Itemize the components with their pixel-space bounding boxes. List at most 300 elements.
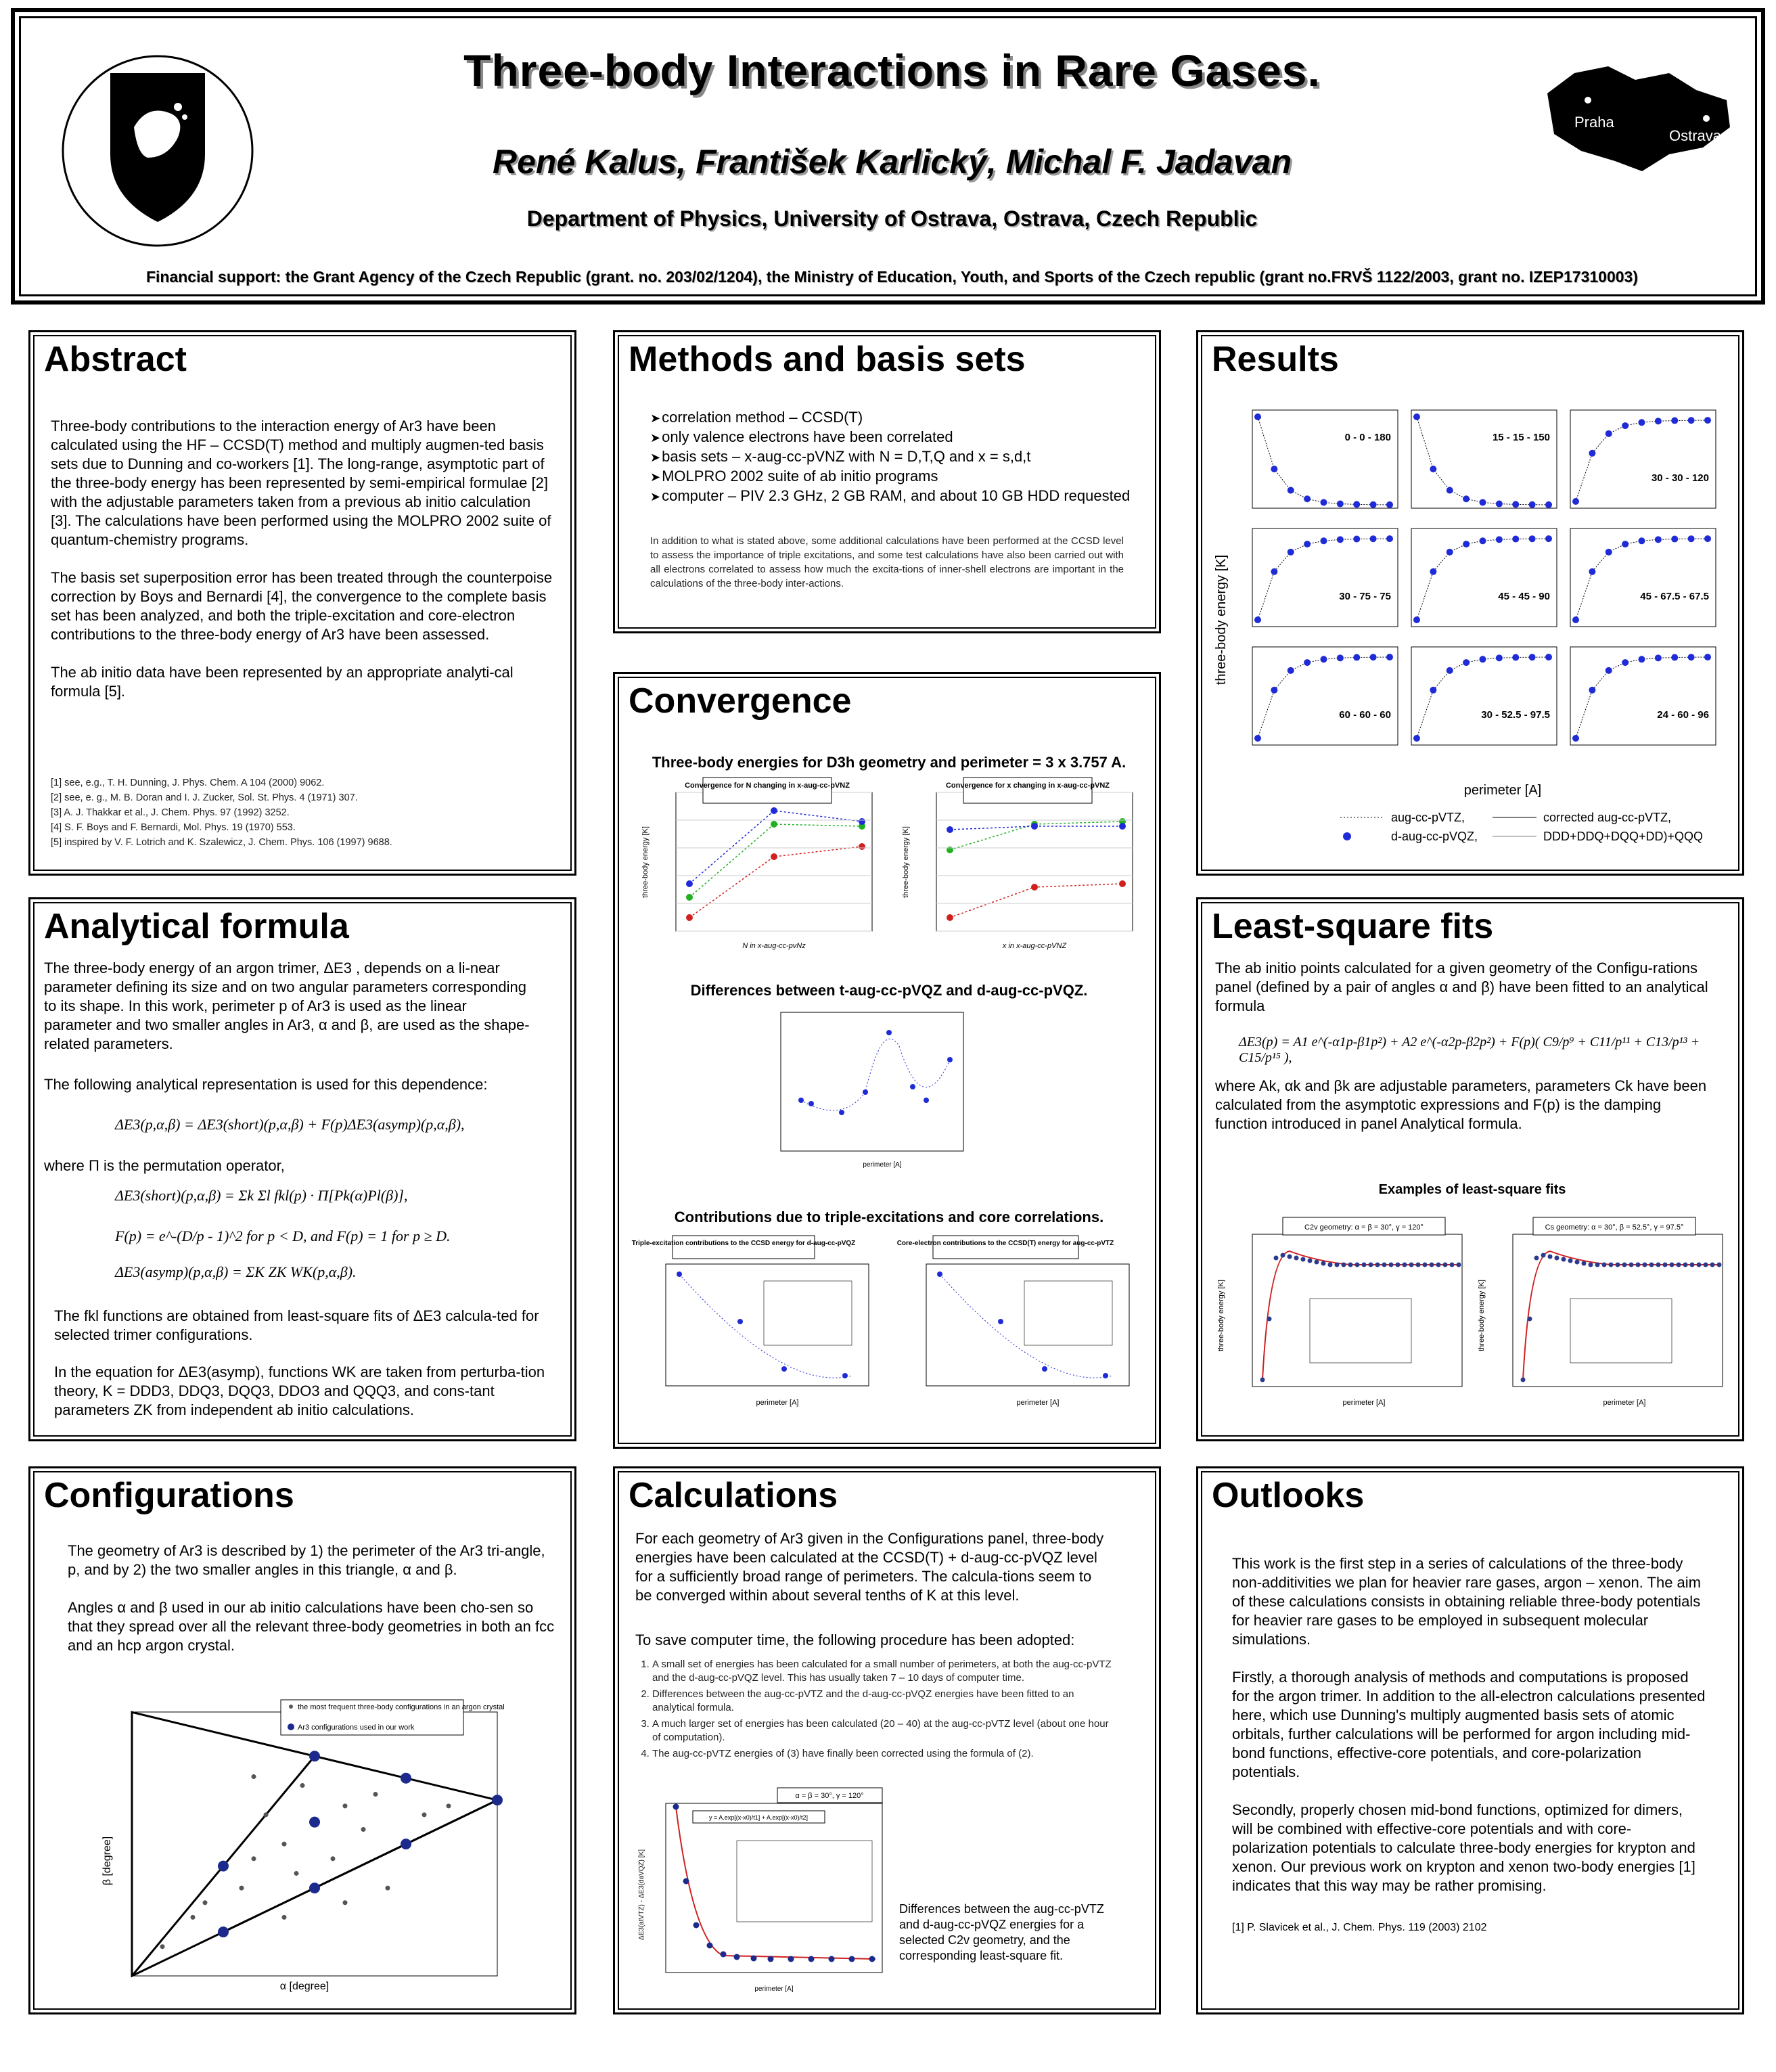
svg-text:perimeter [A]: perimeter [A]: [756, 1399, 799, 1407]
outlooks-title: Outlooks: [1212, 1476, 1365, 1515]
config-point-crystal: [361, 1827, 366, 1832]
decay-point: [842, 1373, 848, 1378]
poster-authors: René Kalus, František Karlický, Michal F. Jadavan: [492, 143, 1292, 181]
results-point: [1271, 687, 1277, 694]
results-point: [1529, 654, 1536, 660]
fit-point: [1450, 1263, 1455, 1267]
calc-point: [751, 1956, 757, 1962]
diff-point: [924, 1098, 929, 1103]
poster-header: [11, 8, 1765, 305]
results-point: [1480, 499, 1486, 505]
calculations-chart: [629, 1786, 892, 1996]
results-subplot-label: 45 - 67.5 - 67.5: [1640, 591, 1709, 602]
calc-point: [721, 1952, 727, 1958]
results-point: [1688, 535, 1695, 542]
config-point-used: [218, 1861, 229, 1872]
convergence-chart-a: [635, 775, 886, 958]
results-point: [1545, 501, 1552, 508]
results-point: [1463, 495, 1470, 502]
results-point: [1304, 659, 1311, 666]
results-point: [1353, 654, 1360, 661]
leastsquare-p1: The ab initio points calculated for a given geometry of the Configu-rations panel (defined by a pair of angles α and β) have been fitted to an analytical formula: [1215, 960, 1708, 1014]
config-point-used: [309, 1883, 320, 1893]
fit-point: [1528, 1317, 1532, 1322]
diff-point: [947, 1057, 953, 1062]
configurations-panel: [28, 1466, 576, 2014]
results-point: [1480, 656, 1486, 662]
results-point: [1589, 687, 1595, 694]
calc-point: [809, 1956, 815, 1962]
config-point-crystal: [240, 1886, 244, 1891]
decay-point: [937, 1271, 942, 1277]
convergence-point: [947, 914, 953, 921]
config-point-crystal: [422, 1812, 427, 1817]
results-point: [1639, 537, 1645, 544]
results-point: [1529, 501, 1536, 508]
convergence-point: [771, 821, 777, 828]
fit-point: [1609, 1263, 1614, 1267]
results-point: [1622, 422, 1629, 429]
results-point: [1671, 654, 1678, 661]
svg-text:Convergence for N changing in: Convergence for N changing in x-aug-cc-pVNZ: [685, 782, 850, 790]
results-point: [1639, 419, 1645, 426]
configurations-title: Configurations: [44, 1476, 294, 1515]
decay-point: [1103, 1373, 1108, 1378]
leastsquare-p2: where Ak, αk and βk are adjustable parameters, parameters Ck have been calculated from the asymptotic expressions and F(p) is the damping function introduced in panel Analytical formula.: [1215, 1077, 1707, 1132]
results-point: [1413, 735, 1420, 742]
config-point-used: [492, 1795, 503, 1805]
calc-point: [683, 1878, 689, 1885]
fit-point: [1616, 1263, 1620, 1267]
results-point: [1430, 568, 1436, 575]
calculations-panel: [613, 1466, 1161, 2014]
svg-text:β [degree]: β [degree]: [101, 1836, 113, 1886]
results-point: [1254, 735, 1261, 742]
fit-point: [1389, 1263, 1394, 1267]
svg-text:DDD+DDQ+DQQ+DD)+QQQ: DDD+DDQ+DQQ+DD)+QQQ: [1543, 830, 1704, 843]
fit-point: [1589, 1263, 1593, 1267]
fit-point: [1697, 1263, 1702, 1267]
svg-text:ΔE3(atVTZ) - ΔE3(daVQZ) [K]: ΔE3(atVTZ) - ΔE3(daVQZ) [K]: [638, 1849, 645, 1940]
results-point: [1671, 418, 1678, 424]
fit-point: [1409, 1263, 1414, 1267]
results-subplot-label: 30 - 75 - 75: [1339, 591, 1391, 602]
config-point-crystal: [343, 1803, 348, 1808]
czech-map: [1534, 53, 1737, 175]
method-item: ➤ basis sets – x-aug-cc-pVNZ with N = D,T,Q and x = s,d,t: [650, 447, 1137, 467]
diff-point: [910, 1084, 915, 1089]
config-point-crystal: [282, 1915, 287, 1920]
config-point-used: [218, 1927, 229, 1937]
fit-point: [1629, 1263, 1634, 1267]
fit-point: [1677, 1263, 1681, 1267]
results-point: [1447, 487, 1453, 494]
convergence-point: [1119, 823, 1126, 830]
fit-point: [1595, 1263, 1600, 1267]
diff-point: [798, 1098, 804, 1103]
config-point-crystal: [447, 1803, 451, 1808]
configurations-legend1: the most frequent three-body configurations in an argon crystal: [298, 1703, 505, 1711]
svg-text:aug-cc-pVTZ,: aug-cc-pVTZ,: [1391, 811, 1465, 824]
fit-point: [1294, 1256, 1299, 1261]
results-point: [1288, 549, 1294, 556]
svg-text:y = A.exp[(x-x0)/t1] + A.exp[(: y = A.exp[(x-x0)/t1] + A.exp[(x-x0)/t2]: [708, 1814, 809, 1821]
results-point: [1288, 667, 1294, 674]
fit-point: [1416, 1263, 1421, 1267]
results-ylabel: three-body energy [K]: [1214, 554, 1229, 685]
config-point-crystal: [343, 1900, 348, 1905]
results-point: [1512, 536, 1519, 543]
map-label-praha: Praha: [1574, 114, 1614, 131]
convergence-head1: Three-body energies for D3h geometry and perimeter = 3 x 3.757 A.: [652, 754, 1126, 771]
results-point: [1430, 466, 1436, 472]
analytical-eq1: ΔE3(p,α,β) = ΔE3(short)(p,α,β) + F(p)ΔE3(asymp)(p,α,β),: [115, 1116, 465, 1133]
results-point: [1704, 535, 1711, 542]
svg-text:Convergence for x changing in: Convergence for x changing in x-aug-cc-pVNZ: [945, 782, 1110, 790]
results-point: [1512, 501, 1519, 508]
fit-point: [1555, 1256, 1559, 1261]
convergence-point: [859, 818, 865, 825]
leastsquare-panel: [1196, 897, 1744, 1441]
results-point: [1704, 417, 1711, 424]
fit-point: [1301, 1257, 1306, 1262]
fit-point: [1308, 1259, 1313, 1263]
svg-text:α [degree]: α [degree]: [279, 1981, 329, 1992]
outlooks-text: [1232, 1554, 1706, 1914]
fit-point: [1274, 1256, 1279, 1261]
results-point: [1496, 536, 1503, 543]
config-point-crystal: [252, 1856, 256, 1861]
fit-point: [1355, 1263, 1360, 1267]
results-subplot: [1252, 528, 1398, 627]
outlooks-p3: Secondly, properly chosen mid-bond functions, optimized for dimers, will be combined with effective-core potentials and with core-polarization potentials to calculate three-body energies for krypton and xenon. Our previous work on krypton and xenon two-body energies [1] indicates that this way may be rather promising.: [1232, 1801, 1695, 1894]
config-point-used: [401, 1773, 411, 1784]
results-subplot: [1570, 410, 1716, 508]
fit-point: [1342, 1263, 1346, 1267]
map-label-ostrava: Ostrava: [1669, 127, 1722, 144]
fit-point: [1562, 1257, 1566, 1262]
svg-text:perimeter [A]: perimeter [A]: [754, 1985, 794, 1993]
results-point: [1271, 568, 1277, 575]
results-point: [1321, 656, 1327, 662]
results-point: [1463, 541, 1470, 547]
leastsquare-fit1: [1215, 1214, 1472, 1417]
results-point: [1386, 654, 1393, 660]
config-point-crystal: [294, 1871, 299, 1876]
fit-point: [1636, 1263, 1641, 1267]
calc-step: 3. A much larger set of energies has been calculated (20 – 40) at the aug-cc-pVTZ level (about one hour of computation).: [652, 1717, 1119, 1744]
convergence-point: [686, 894, 693, 901]
method-item: ➤ MOLPRO 2002 suite of ab initio programs: [650, 467, 1137, 487]
results-point: [1254, 616, 1261, 623]
diff-point: [886, 1030, 892, 1035]
results-point: [1639, 656, 1645, 662]
fit-point: [1521, 1378, 1526, 1382]
results-chart-grid: [1212, 403, 1733, 850]
config-point-crystal: [282, 1842, 287, 1847]
decay-point: [737, 1319, 743, 1324]
ref-5: [5] inspired by V. F. Lotrich and K. Szalewicz, J. Chem. Phys. 106 (1997) 9688.: [51, 837, 392, 848]
results-point: [1688, 417, 1695, 424]
convergence-point: [771, 807, 777, 814]
calculations-title: Calculations: [629, 1476, 838, 1515]
fit-point: [1430, 1263, 1434, 1267]
results-point: [1545, 654, 1552, 660]
results-subplot-label: 24 - 60 - 96: [1657, 709, 1709, 721]
results-point: [1463, 659, 1470, 666]
svg-text:N in x-aug-cc-pvNz: N in x-aug-cc-pvNz: [742, 942, 806, 950]
fit-point: [1622, 1263, 1627, 1267]
fit-point: [1670, 1263, 1675, 1267]
results-point: [1529, 535, 1536, 542]
results-point: [1353, 501, 1360, 508]
convergence-chart-c: [754, 1006, 970, 1175]
svg-text:Triple-excitation contribution: Triple-excitation contributions to the CCSD energy for d-aug-cc-pVQZ: [631, 1240, 856, 1247]
results-point: [1589, 568, 1595, 575]
convergence-panel: [613, 672, 1161, 1449]
calc-point: [673, 1804, 679, 1810]
fit-point: [1534, 1256, 1539, 1261]
calc-point: [869, 1956, 875, 1962]
config-point-crystal: [373, 1792, 378, 1797]
calculations-caption: Differences between the aug-cc-pVTZ and d-aug-cc-pVQZ energies for a selected C2v geometry, and the corresponding least-square fit.: [899, 1902, 1104, 1962]
svg-text:corrected aug-cc-pVTZ,: corrected aug-cc-pVTZ,: [1543, 811, 1672, 824]
methods-title: Methods and basis sets: [629, 340, 1026, 379]
fit-point: [1328, 1263, 1333, 1267]
svg-text:three-body energy [K]: three-body energy [K]: [641, 826, 650, 898]
fit-point: [1683, 1263, 1688, 1267]
config-point-crystal: [331, 1856, 336, 1861]
results-subplot-label: 45 - 45 - 90: [1498, 591, 1550, 602]
ref-3: [3] A. J. Thakkar et al., J. Chem. Phys. 97 (1992) 3252.: [51, 807, 290, 818]
decay-point: [998, 1319, 1003, 1324]
svg-text:perimeter [A]: perimeter [A]: [863, 1161, 902, 1169]
results-subplot-label: 30 - 30 - 120: [1651, 472, 1709, 484]
abstract-body: [51, 417, 555, 720]
ref-4: [4] S. F. Boys and F. Bernardi, Mol. Phys. 19 (1970) 553.: [51, 822, 296, 833]
results-point: [1606, 549, 1612, 556]
method-item: ➤ correlation method – CCSD(T): [650, 408, 1137, 428]
diff-point: [839, 1110, 844, 1115]
results-point: [1254, 413, 1261, 420]
results-subplot: [1570, 528, 1716, 627]
results-subplot-label: 60 - 60 - 60: [1339, 709, 1391, 721]
results-point: [1337, 654, 1344, 661]
results-point: [1572, 498, 1579, 505]
results-point: [1353, 536, 1360, 543]
results-xlabel: perimeter [A]: [1463, 783, 1542, 798]
fit-point: [1457, 1263, 1461, 1267]
convergence-point: [686, 880, 693, 887]
svg-text:perimeter [A]: perimeter [A]: [1342, 1399, 1386, 1407]
svg-text:Cs geometry: α = 30°, β = 52.5: Cs geometry: α = 30°, β = 52.5°, γ = 97.5°: [1545, 1223, 1684, 1232]
results-point: [1545, 535, 1552, 542]
config-point-crystal: [191, 1915, 196, 1920]
results-point: [1337, 501, 1344, 508]
configurations-p2: Angles α and β used in our ab initio calculations have been cho-sen so that they spread over all the relevant three-body geometries in both an fcc and an hcp argon crystal.: [68, 1599, 555, 1654]
fit-point: [1541, 1253, 1546, 1258]
results-point: [1447, 667, 1453, 674]
analytical-eq4: ΔE3(asymp)(p,α,β) = ΣK ZK WK(p,α,β).: [115, 1263, 357, 1280]
fit-point: [1281, 1253, 1285, 1258]
calc-step: 2. Differences between the aug-cc-pVTZ and the d-aug-cc-pVQZ energies have been fitted to an analytical formula.: [652, 1688, 1119, 1715]
config-point-used: [401, 1839, 411, 1849]
outlooks-ref: [1] P. Slavicek et al., J. Chem. Phys. 119 (2003) 2102: [1232, 1922, 1487, 1933]
configurations-p1: The geometry of Ar3 is described by 1) the perimeter of the Ar3 tri-angle, p, and by 2) the two smaller angles in this triangle, α and β.: [68, 1542, 545, 1578]
results-point: [1496, 501, 1503, 508]
results-point: [1386, 501, 1393, 508]
results-legend: [1340, 811, 1703, 843]
analytical-p1: The three-body energy of an argon trimer, ΔE3 , depends on a li-near parameter defining its size and on two angular parameters corresponding to its shape. In this work, perimeter p of Ar3 is used as the linear parameter and two smaller angles in Ar3, α and β, are used as the shape-related parameters.: [44, 960, 530, 1052]
config-point-used: [309, 1817, 320, 1828]
fit-point: [1396, 1263, 1401, 1267]
results-point: [1413, 616, 1420, 623]
results-point: [1589, 450, 1595, 457]
fit-point: [1704, 1263, 1708, 1267]
fit-point: [1663, 1263, 1668, 1267]
fit-point: [1548, 1255, 1553, 1259]
calc-step: 1. A small set of energies has been calculated for a small number of perimeters, at both the aug-cc-pVTZ and the d-aug-cc-pVQZ level. This has usually taken 7 – 10 days of computer time.: [652, 1658, 1119, 1685]
decay-point: [677, 1271, 682, 1277]
analytical-eq2: ΔE3(short)(p,α,β) = Σk Σl fkl(p) · Π[Pk(α)Pl(β)],: [115, 1187, 408, 1204]
analytical-eq3: F(p) = e^-(D/p - 1)^2 for p < D, and F(p) = 1 for p ≥ D.: [115, 1228, 451, 1244]
convergence-point: [1031, 823, 1038, 830]
fit-point: [1443, 1263, 1448, 1267]
analytical-panel: [28, 897, 576, 1441]
diff-point: [863, 1089, 868, 1095]
calculations-p1: For each geometry of Ar3 given in the Configurations panel, three-body energies have been calculated at the CCSD(T) + d-aug-cc-pVQZ level for a sufficiently broad range of perimeters. The calcula-tions seem to be converged within about several tenths of K at this level.: [635, 1530, 1104, 1604]
method-item: ➤ only valence electrons have been correlated: [650, 428, 1137, 447]
svg-text:d-aug-cc-pVQZ,: d-aug-cc-pVQZ,: [1391, 830, 1478, 843]
config-point-crystal: [203, 1900, 208, 1905]
configurations-text: [68, 1541, 555, 1674]
decay-point: [781, 1366, 787, 1372]
abstract-refs: [51, 775, 555, 850]
results-point: [1480, 537, 1486, 544]
svg-text:three-body energy [K]: three-body energy [K]: [1478, 1280, 1486, 1351]
fit-point: [1643, 1263, 1647, 1267]
results-point: [1386, 535, 1393, 542]
analytical-p4: The fkl functions are obtained from least-square fits of ΔE3 calcula-ted for selected trimer configurations.: [54, 1307, 539, 1343]
calc-point: [693, 1922, 700, 1929]
results-point: [1622, 541, 1629, 547]
leastsquare-examples: Examples of least-square fits: [1378, 1182, 1566, 1197]
convergence-chart-b: [896, 775, 1146, 958]
fit-point: [1575, 1260, 1580, 1265]
results-point: [1655, 536, 1662, 543]
results-point: [1606, 430, 1612, 437]
fit-point: [1568, 1259, 1573, 1263]
calc-step: 4. The aug-cc-pVTZ energies of (3) have finally been corrected using the formula of (2).: [652, 1747, 1119, 1761]
calc-point: [734, 1954, 740, 1960]
calc-point: [707, 1943, 713, 1949]
fit-point: [1315, 1260, 1319, 1265]
convergence-point: [771, 853, 777, 860]
results-title: Results: [1212, 340, 1339, 379]
fit-point: [1375, 1263, 1380, 1267]
results-point: [1671, 536, 1678, 543]
config-point-used: [309, 1751, 320, 1761]
fit-point: [1710, 1263, 1715, 1267]
decay-point: [1042, 1366, 1047, 1372]
outlooks-panel: [1196, 1466, 1744, 2014]
results-point: [1606, 667, 1612, 674]
convergence-point: [686, 914, 693, 921]
results-subplot: [1411, 410, 1557, 508]
convergence-point: [947, 826, 953, 833]
convergence-chart-d: [629, 1230, 886, 1413]
results-subplot: [1252, 410, 1398, 508]
abstract-p2: The basis set superposition error has been treated through the counterpoise correction by Boys and Bernardi [4], the convergence to the complete basis set has been analyzed, and both the triple-excitation and core-electron contributions to the three-body energy of Ar3 have been assessed.: [51, 569, 553, 643]
results-point: [1704, 654, 1711, 660]
ref-2: [2] see, e. g., M. B. Doran and I. J. Zucker, Sol. St. Phys. 4 (1971) 307.: [51, 792, 358, 803]
leastsquare-fit2: [1476, 1214, 1733, 1417]
fit-point: [1348, 1263, 1353, 1267]
leastsquare-title: Least-square fits: [1212, 907, 1494, 946]
svg-text:perimeter [A]: perimeter [A]: [1016, 1399, 1060, 1407]
fit-point: [1260, 1378, 1265, 1382]
outlooks-p1: This work is the first step in a series of calculations of the three-body non-additivities we plan for heavier rare gases, argon – xenon. The aim of these calculations consists in obtaining reliable three-body potentials for heavier rare gases to be employed in subsequent molecular simulations.: [1232, 1555, 1701, 1648]
fit-point: [1582, 1261, 1587, 1266]
results-point: [1370, 654, 1377, 660]
results-subplot: [1252, 647, 1398, 745]
fit-point: [1649, 1263, 1654, 1267]
fit-point: [1382, 1263, 1387, 1267]
svg-text:three-body energy [K]: three-body energy [K]: [1217, 1280, 1225, 1351]
svg-text:three-body energy [K]: three-body energy [K]: [902, 826, 910, 898]
config-point-crystal: [264, 1812, 269, 1817]
results-point: [1288, 487, 1294, 494]
fit-point: [1690, 1263, 1695, 1267]
convergence-point: [1031, 884, 1038, 891]
analytical-p5: In the equation for ΔE3(asymp), functions WK are taken from perturba-tion theory, K = DDD3, DDQ3, DQQ3, DDO3 and QQQ3, and cons-tant parameters ZK from independent ab initio calculations.: [54, 1364, 545, 1418]
fit-point: [1423, 1263, 1428, 1267]
calc-point: [788, 1956, 794, 1962]
svg-text:Core-electron contributions to: Core-electron contributions to the CCSD(T) energy for aug-cc-pVTZ: [896, 1240, 1114, 1247]
results-point: [1321, 537, 1327, 544]
convergence-point: [859, 843, 865, 850]
configurations-chart: [98, 1698, 518, 1996]
results-point: [1413, 413, 1420, 420]
methods-panel: [613, 330, 1161, 633]
results-point: [1655, 654, 1662, 661]
fit-point: [1656, 1263, 1661, 1267]
results-subplot-label: 30 - 52.5 - 97.5: [1481, 709, 1550, 721]
results-point: [1321, 499, 1327, 505]
results-subplot-label: 0 - 0 - 180: [1344, 432, 1391, 443]
poster-support: Financial support: the Grant Agency of the Czech Republic (grant. no. 203/02/1204), the Ministry of Education, Youth, and Sports of the Czech republic (grant no.FRVŠ 1122/2003, grant no. IZEP17310003): [145, 268, 1639, 286]
configurations-legend2: Ar3 configurations used in our work: [298, 1724, 415, 1732]
results-point: [1572, 735, 1579, 742]
analytical-p2: The following analytical representation is used for this dependence:: [44, 1076, 488, 1093]
config-point-crystal: [252, 1774, 256, 1779]
results-point: [1430, 687, 1436, 694]
svg-text:perimeter [A]: perimeter [A]: [1603, 1399, 1646, 1407]
results-point: [1370, 535, 1377, 542]
fit-point: [1321, 1261, 1326, 1266]
abstract-panel: [28, 330, 576, 876]
results-point: [1622, 659, 1629, 666]
fit-point: [1717, 1263, 1722, 1267]
results-panel: [1196, 330, 1744, 876]
poster-title: Three-body Interactions in Rare Gases.: [463, 45, 1321, 95]
results-point: [1370, 501, 1377, 508]
analytical-title: Analytical formula: [44, 907, 349, 946]
diff-point: [809, 1101, 814, 1106]
convergence-head2: Differences between t-aug-cc-pVQZ and d-aug-cc-pVQZ.: [690, 982, 1088, 999]
convergence-point: [1119, 880, 1126, 887]
abstract-p1: Three-body contributions to the interaction energy of Ar3 have been calculated using the HF – CCSD(T) method and multiply augmen-ted basis sets due to Dunning and co-workers [1]. The long-range, asymptotic part of the three-body energy has been represented by semi-empirical formulae [2] with the adjustable parameters taken from a previous ab initio calculation [3]. The calculations have been performed using the MOLPRO 2002 suite of quantum-chemistry programs.: [51, 418, 551, 548]
